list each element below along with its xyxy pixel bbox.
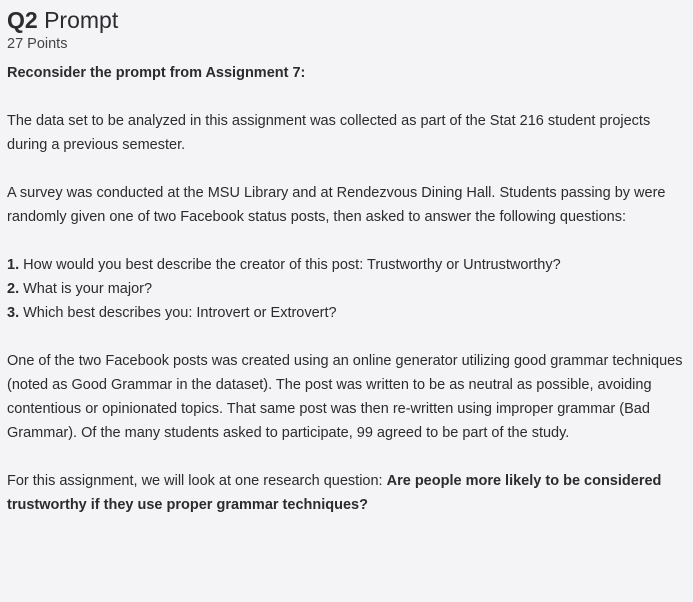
survey-question-number: 3. [7, 305, 20, 321]
paragraph-posts: One of the two Facebook posts was created using an online generator utilizing good grammar techniques (noted as Good Grammar in the dataset). The post was written to be as neutral as possible, avoiding contentious or opinionated topics. That same post was then re-written using improper grammar (Bad Grammar). Of the many students asked to participate, 99 agreed to be part of the study. [7, 353, 683, 441]
question-title: Prompt [44, 7, 119, 33]
question-header [7, 6, 685, 34]
question-points: 27 Points [7, 36, 68, 52]
survey-question-text: How would you best describe the creator of this post: Trustworthy or Untrustworthy? [19, 257, 561, 273]
survey-question-item [7, 253, 685, 277]
paragraph-research-question [7, 469, 685, 517]
survey-question-list [7, 253, 685, 325]
question-body [7, 61, 685, 517]
survey-question-item [7, 301, 685, 325]
research-question: Are people more likely to be considered trustworthy if they use proper grammar techniques? [7, 473, 662, 513]
paragraph-survey: A survey was conducted at the MSU Library and at Rendezvous Dining Hall. Students passing by were randomly given one of two Facebook status posts, then asked to answer the following questions: [7, 185, 666, 225]
survey-question-item [7, 277, 685, 301]
survey-question-number: 1. [7, 257, 20, 273]
survey-question-number: 2. [7, 281, 20, 297]
survey-question-text: What is your major? [19, 281, 153, 297]
lead-text: Reconsider the prompt from Assignment 7: [7, 65, 306, 81]
research-question-intro: For this assignment, we will look at one research question: [7, 473, 387, 489]
question-number: Q2 [7, 7, 38, 33]
survey-question-text: Which best describes you: Introvert or Extrovert? [19, 305, 337, 321]
paragraph-dataset: The data set to be analyzed in this assignment was collected as part of the Stat 216 student projects during a previous semester. [7, 113, 651, 153]
